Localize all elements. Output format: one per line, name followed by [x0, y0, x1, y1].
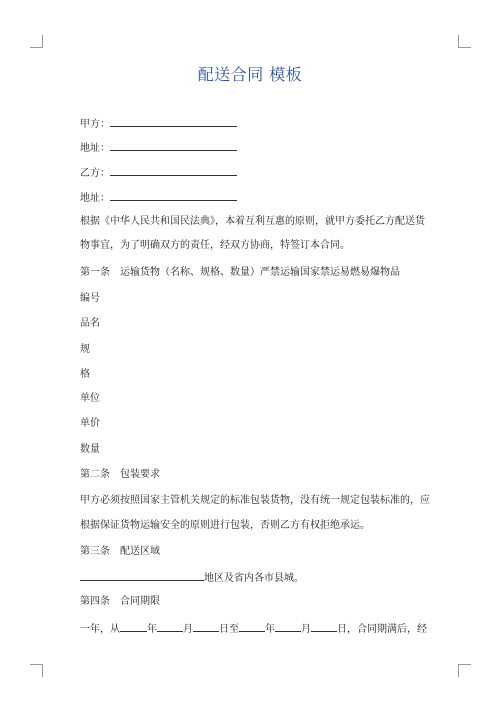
- field-spec-2: 格: [80, 369, 90, 380]
- party-a-address-row: [80, 140, 237, 156]
- term-row: [80, 621, 427, 637]
- party-b-blank[interactable]: [110, 165, 237, 176]
- intro-line-1: 根据《中华人民共和国民法典》，本着互利互惠的原则，就甲方委托乙方配送货: [80, 216, 425, 227]
- party-b-address-row: [80, 190, 237, 206]
- region-suffix: 地区及省内各市县城。: [204, 573, 304, 584]
- field-unit: 单位: [80, 393, 100, 404]
- term-prefix: 一年，从: [80, 624, 120, 635]
- packaging-line-2: 根据保证货物运输安全的原则进行包装，否则乙方有权拒绝承运。: [80, 520, 370, 531]
- field-name: 品名: [80, 318, 100, 329]
- party-b-row: [80, 165, 237, 181]
- field-spec-1: 规: [80, 344, 90, 355]
- document-title: 配送合同 模板: [197, 65, 303, 84]
- party-b-address-label: 地址：: [80, 193, 110, 204]
- term-start-month-label: 月: [183, 624, 193, 635]
- article-1-heading: 第一条 运输货物（名称、规格、数量）严禁运输国家禁运易燃易爆物品: [80, 267, 400, 278]
- packaging-line-1: 甲方必须按照国家主管机关规定的标准包装货物，没有统一规定包装标准的，应: [80, 495, 430, 506]
- term-start-year-blank[interactable]: [120, 621, 147, 632]
- region-row: [80, 570, 304, 586]
- term-start-day-blank[interactable]: [193, 621, 219, 632]
- party-a-row: [80, 116, 237, 132]
- party-b-address-blank[interactable]: [110, 190, 237, 201]
- party-a-address-label: 地址：: [80, 143, 110, 154]
- crop-mark-bottom-right: [458, 664, 471, 677]
- article-3-heading: 第三条 配送区域: [80, 546, 160, 557]
- party-b-label: 乙方：: [80, 168, 110, 179]
- party-a-label: 甲方：: [80, 119, 110, 130]
- term-end-month-label: 月: [301, 624, 311, 635]
- term-end-month-blank[interactable]: [275, 621, 301, 632]
- term-start-year-label: 年: [147, 624, 157, 635]
- crop-mark-top-left: [30, 35, 43, 48]
- field-number: 编号: [80, 293, 100, 304]
- party-a-address-blank[interactable]: [110, 140, 237, 151]
- term-day-end-label: 日，合同期满后，经: [337, 624, 427, 635]
- article-2-heading: 第二条 包装要求: [80, 469, 160, 480]
- field-quantity: 数量: [80, 444, 100, 455]
- crop-mark-top-right: [458, 35, 471, 48]
- term-end-day-blank[interactable]: [311, 621, 337, 632]
- article-4-heading: 第四条 合同期限: [80, 596, 160, 607]
- party-a-blank[interactable]: [110, 116, 237, 127]
- region-blank[interactable]: [80, 570, 204, 581]
- term-end-year-blank[interactable]: [239, 621, 265, 632]
- intro-line-2: 物事宜，为了明确双方的责任，经双方协商，特签订本合同。: [80, 240, 350, 251]
- crop-mark-bottom-left: [30, 664, 43, 677]
- term-end-year-label: 年: [265, 624, 275, 635]
- term-start-month-blank[interactable]: [157, 621, 183, 632]
- term-day-to-label: 日至: [219, 624, 239, 635]
- field-price: 单价: [80, 418, 100, 429]
